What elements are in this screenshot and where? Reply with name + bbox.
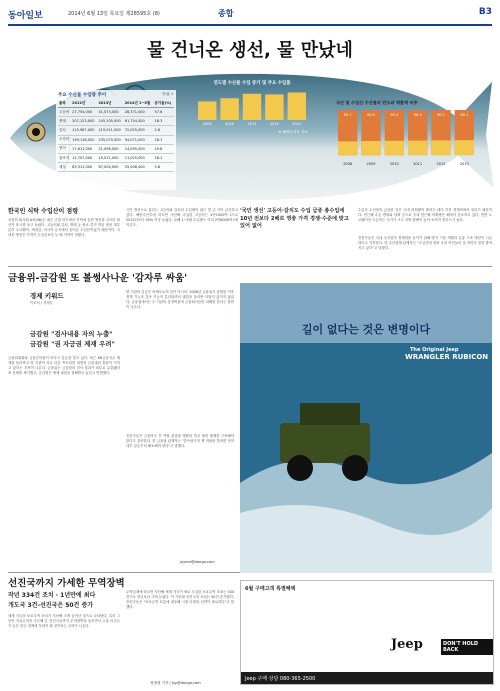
page-headline: 물 건너온 생선, 물 만났네 <box>147 40 353 61</box>
divider-2 <box>8 572 240 573</box>
share-value-label: 90.3 <box>413 113 422 117</box>
table-cell: 207,123,000 <box>71 117 97 126</box>
table-row <box>58 153 174 162</box>
story2-quote-2: 금감원 "권 자긍권 제재 우려" <box>30 340 115 348</box>
yearly-tick-label: 2011 <box>247 122 257 126</box>
table-cell: 245,105,000 <box>97 117 123 126</box>
share-tick-label: 2008 <box>343 162 353 166</box>
table-cell: 119,011,000 <box>97 126 123 135</box>
ad-offer: 6월 구매고객 특별혜택 <box>245 586 296 592</box>
share-value-label: 90.4 <box>390 113 399 117</box>
page-number: B3 <box>478 7 492 17</box>
table-title: 주요 수산물 수입량 추이 <box>58 93 107 98</box>
table-cell: 27,754,000 <box>71 108 97 117</box>
table-cell: 94,071,000 <box>124 135 154 144</box>
story2-email: jxyem@donga.com <box>180 560 215 564</box>
share-value-label: 90.1 <box>460 113 469 117</box>
story3-subtitle-1: 작년 334건 조치 · 1년만에 최다 <box>8 592 96 599</box>
table-cell: 고등어 <box>58 108 71 117</box>
import-table <box>56 90 176 190</box>
table-cell: 235,070,000 <box>97 135 123 144</box>
table-cell: 67,004,000 <box>97 163 123 172</box>
table-cell: 17,611,000 <box>71 144 97 153</box>
table-header-cell: 증가율(%) <box>154 100 174 108</box>
yearly-bar <box>288 92 306 120</box>
table-cell: 오징어 <box>58 135 71 144</box>
table-cell: 명태 <box>58 117 71 126</box>
share-value-label: 90.7 <box>343 113 352 117</box>
yearly-bar <box>220 98 238 120</box>
table-cell: 115,987,000 <box>71 126 97 135</box>
import-table-grid <box>58 100 174 172</box>
share-tick-label: 2012 <box>436 162 446 166</box>
story3-subtitle-2: 개도국 3건-선진국은 50건 증가 <box>8 602 94 609</box>
story1-heading-quote: '국민 생선' 고등어·갈치도 수입 급증 총수입에 10년 전보다 2배로 껑충 가격 경쟁·수준에 맞고 있어 없어 <box>240 208 349 229</box>
share-chart-title: 국산 및 수입산 수산물의 판도와 매출액 비중 <box>336 100 418 105</box>
table-cell: 19.8 <box>154 144 174 153</box>
jeep-logo: Jeep <box>391 637 423 652</box>
jeep-ad[interactable] <box>240 283 492 573</box>
table-header-cell: 2012년 <box>71 100 97 108</box>
table-cell: 2.6 <box>154 126 174 135</box>
story1-col-4: 전문가들은 국내 수산업의 경쟁력을 높이기 위해 양식 기술 개발과 유통 구조 개선이 시급하다고 지적한다. 한 수산업계 관계자는 "수입산에 밀려 국내 어민들의 설 자리가 점점 좁아지고 있다"고 말했다. <box>358 236 492 251</box>
share-bar-import <box>385 141 404 155</box>
ad-headline: 길이 없다는 것은 변명이다 <box>301 323 431 336</box>
yearly-tick-label: 2012 <box>269 122 279 126</box>
story3-byline: 정세영 기자 / jsy@donga.com <box>150 681 201 685</box>
story1-col-1: 서울의 회사원 A씨(46)는 최근 주말 마트에서 식탁에 올릴 생선을 고르다 원산지 표시를 보고 놀랐다. 고등어와 갈치, 명태 등 평소 즐겨 먹던 생선 대부분이 노르웨이, 세네갈, 러시아 등지에서 들어온 수입산이었기 때문이다. 국내산 생선은 가격이 수입산보다 두 배 가까이 비쌌다. <box>8 218 120 238</box>
yearly-chart-title: 연도별 수산물 수입 증가 및 주요 수입품 <box>213 81 291 86</box>
table-cell: 갈치 <box>58 126 71 135</box>
story2-quote-1: 금감원 "검사내용 자의 누출" <box>30 330 113 338</box>
table-cell: 5.8 <box>154 163 174 172</box>
masthead <box>8 6 492 26</box>
yearly-bar <box>243 94 261 120</box>
table-cell: 18.1 <box>154 153 174 162</box>
share-tick-label: 2013 <box>459 162 469 166</box>
share-bar-import <box>408 141 427 156</box>
share-value-label: 90.2 <box>437 113 445 117</box>
chart-source-note: ※ 해양수산부 자료 <box>278 130 308 134</box>
byline-name: 경제 키워드 <box>30 292 64 300</box>
jeep-bottom-box[interactable] <box>240 580 494 685</box>
table-unit: 단위: t <box>162 92 173 96</box>
story2-col-1: 금융위원회와 금융감독원이 또다시 갈등을 빚고 있다. 최근 KB금융지주 제재를 둘러싸고 양 기관이 서로 다른 목소리를 내면서 금융권의 혼란이 커지고 있다는 지적이 나온다. 금융위는 금감원의 검사 결과가 외부로 유출됐다며 문제를 제기했고, 금감원은 제재 권한을 침해받고 있다고 반발했다. <box>8 356 120 376</box>
table-cell: 61,754,000 <box>124 117 154 126</box>
ad-phone-bar <box>241 672 493 684</box>
table-cell: 새우 <box>58 163 71 172</box>
story2-col-3: 전문가들은 금융당국 간 역할 분담을 명확히 하고 협력 체계를 구축해야 한다고 강조한다. 한 금융권 관계자는 "감독당국이 제 역할을 하려면 먼저 내부 갈등부터 해소해야 한다"고 말했다. <box>126 434 234 449</box>
yearly-bar-chart <box>196 86 308 126</box>
table-cell: 28,371,000 <box>124 108 154 117</box>
byline-affiliation: 이모씨 / 경제부 <box>30 301 53 305</box>
table-header-cell: 2014년 1~5월 <box>124 100 154 108</box>
table-cell: 18.3 <box>154 117 174 126</box>
table-row <box>58 163 174 172</box>
story3-col-1: 세계 각국의 보호무역 조치가 지난해 크게 늘어난 것으로 나타났다. 특히 그동안 자유무역을 주도해 온 선진국들까지 무역장벽을 높이면서 수출 의존도가 높은 한국 경제에 부담이 될 것이라는 우려가 나온다. <box>8 614 120 629</box>
table-cell: 41,073,000 <box>97 108 123 117</box>
story2-col-2: 양 기관의 갈등은 어제오늘의 일이 아니다. 2008년 금융위가 출범한 이후 정책 기능과 감독 기능이 분리되면서 권한을 둘러싼 다툼이 끊이지 않았다. 금융권에서는 두 기관의 감정싸움에 금융회사들만 피해를 본다는 불만이 나온다. <box>126 290 234 310</box>
table-cell: 11,025,000 <box>124 153 154 162</box>
story1-subhead: 한국인 식탁 수입산이 점령 <box>8 208 79 215</box>
table-cell: 199,116,000 <box>71 135 97 144</box>
yearly-tick-label: 2010 <box>225 122 235 126</box>
table-cell: 12,707,000 <box>71 153 97 162</box>
share-chart-panel <box>336 100 476 174</box>
dateline: 2014년 6월 13일 목요일 제28595호 (8) <box>68 11 160 17</box>
share-bar-import <box>361 141 380 155</box>
table-cell: 63,311,000 <box>71 163 97 172</box>
section-label: 종합 <box>218 9 234 18</box>
share-bar-import <box>338 141 357 155</box>
table-cell: 14,095,000 <box>124 144 154 153</box>
yearly-bar <box>265 94 283 120</box>
story3-title: 선진국까지 가세한 무역장벽 <box>8 578 125 589</box>
share-bar-import <box>431 140 450 155</box>
story3-col-2: 무역업계에 따르면 지난해 세계 각국이 새로 도입한 보호무역 조치는 334건으로 전년보다 크게 늘었다. 이 가운데 선진국의 조치는 50건 증가했다. 전문가들은 "보호무역 흐름에 대응해 시장 다변화 전략이 필요하다"고 말했다. <box>126 590 234 610</box>
table-cell: 72,025,000 <box>124 126 154 135</box>
table-cell: 21,098,000 <box>97 144 123 153</box>
table-row <box>58 144 174 153</box>
table-cell: 연어 <box>58 144 71 153</box>
ad-model: WRANGLER RUBICON <box>405 353 489 361</box>
table-row <box>58 126 174 135</box>
share-bar-import <box>455 140 474 155</box>
table-cell: 18.1 <box>154 135 174 144</box>
ad-brand-small: The Original Jeep <box>410 347 459 353</box>
ad-phone: Jeep 구매 상담 080-365-2500 <box>245 676 316 682</box>
table-header-cell: 2013년 <box>97 100 123 108</box>
table-cell: 25,006,000 <box>124 163 154 172</box>
story1-col-3: 수입산 수산물이 급증한 것은 국내 어획량이 줄어든 데다 가격 경쟁력에서 밀리기 때문이다. 연근해 수온 변화와 남획 등으로 국내 연근해 어획량은 해마다 감소하고 있다. 반면 노르웨이산 고등어는 크기가 크고 지방 함량이 높아 소비자 선호도가 높다. <box>358 208 492 223</box>
table-cell: 57.6 <box>154 108 174 117</box>
table-row <box>58 135 174 144</box>
byline-box <box>30 291 110 305</box>
share-tick-label: 2009 <box>366 162 376 166</box>
yearly-tick-label: 2009 <box>202 122 212 126</box>
table-header-cell: 품목 <box>58 100 71 108</box>
story1-col-2: 국민 생선으로 불리는 고등어와 갈치의 수입량이 최근 몇 년 사이 급증하고 있다. 해양수산부에 따르면 지난해 수입된 고등어는 4만1000여 t으로 2012년보다 50% 이상 늘었다. 올해 1~5월 수입량도 이미 2만8000여 t에 이른다. <box>126 208 238 228</box>
share-value-label: 90.5 <box>367 113 375 117</box>
newspaper-logo: 동아일보 <box>8 11 43 21</box>
divider <box>8 266 492 267</box>
story2-title: 금융위-금감원 또 볼썽사나운 '감자루 싸움' <box>8 273 187 284</box>
table-cell: 15,011,000 <box>97 153 123 162</box>
share-tick-label: 2010 <box>389 162 399 166</box>
yearly-tick-label: 2013 <box>292 122 302 126</box>
share-tick-label: 2011 <box>413 162 423 166</box>
share-bar-chart <box>336 106 476 166</box>
yearly-chart-panel <box>196 80 308 192</box>
table-row <box>58 108 174 117</box>
ad-slogan: DON'T HOLD BACK <box>441 639 493 655</box>
table-cell: 참조기 <box>58 153 71 162</box>
table-row <box>58 117 174 126</box>
yearly-bar <box>198 101 216 120</box>
